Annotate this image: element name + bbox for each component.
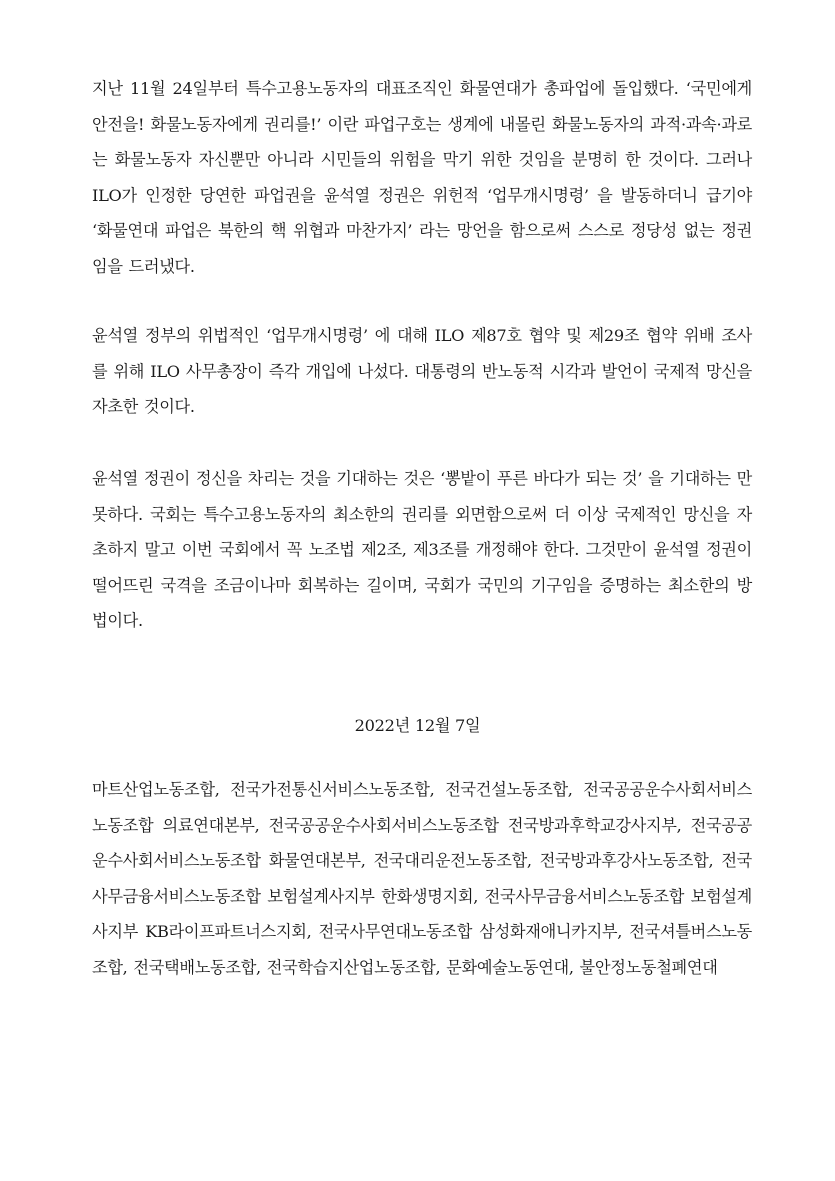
body-paragraph-1: 지난 11월 24일부터 특수고용노동자의 대표조직인 화물연대가 총파업에 돌입했다. ‘국민에게 안전을! 화물노동자에게 권리를!’ 이란 파업구호는 생계에 내몰린 화물노동자의 과적·과속·과로는 화물노동자 자신뿐만 아니라 시민들의 위험을 막기 위한 것임을 분명히 한 것이다. 그러나 ILO가 인정한 당연한 파업권을 윤석열 정권은 위헌적 ‘업무개시명령’ 을 발동하더니 급기야 ‘화물연대 파업은 북한의 핵 위협과 마찬가지’ 라는 망언을 함으로써 스스로 정당성 없는 정권임을 드러냈다. xyxy=(92,79,752,276)
signatories-list: 마트산업노동조합, 전국가전통신서비스노동조합, 전국건설노동조합, 전국공공운수사회서비스노동조합 의료연대본부, 전국공공운수사회서비스노동조합 전국방과후학교강사지부, 전국공공운수사회서비스노동조합 화물연대본부, 전국대리운전노동조합, 전국방과후강사노동조합, 전국사무금융서비스노동조합 보험설계사지부 한화생명지회, 전국사무금융서비스노동조합 보험설계사지부 KB라이프파트너스지회, 전국사무연대노동조합 삼성화재애니카지부, 전국셔틀버스노동조합, 전국택배노동조합, 전국학습지산업노동조합, 문화예술노동연대, 불안정노동철폐연대 xyxy=(92,780,752,977)
body-paragraph-2: 윤석열 정부의 위법적인 ‘업무개시명령’ 에 대해 ILO 제87호 협약 및 제29조 협약 위배 조사를 위해 ILO 사무총장이 즉각 개입에 나섰다. 대통령의 반노동적 시각과 발언이 국제적 망신을 자초한 것이다. xyxy=(92,326,752,416)
body-paragraph-3: 윤석열 정권이 정신을 차리는 것을 기대하는 것은 ‘뽕밭이 푸른 바다가 되는 것’ 을 기대하는 만 못하다. 국회는 특수고용노동자의 최소한의 권리를 외면함으로써 더 이상 국제적인 망신을 자초하지 말고 이번 국회에서 꼭 노조법 제2조, 제3조를 개정해야 한다. 그것만이 윤석열 정권이 떨어뜨린 국격을 조금이나마 회복하는 길이며, 국회가 국민의 기구임을 증명하는 최소한의 방법이다. xyxy=(92,469,752,630)
statement-date: 2022년 12월 7일 xyxy=(354,716,481,735)
